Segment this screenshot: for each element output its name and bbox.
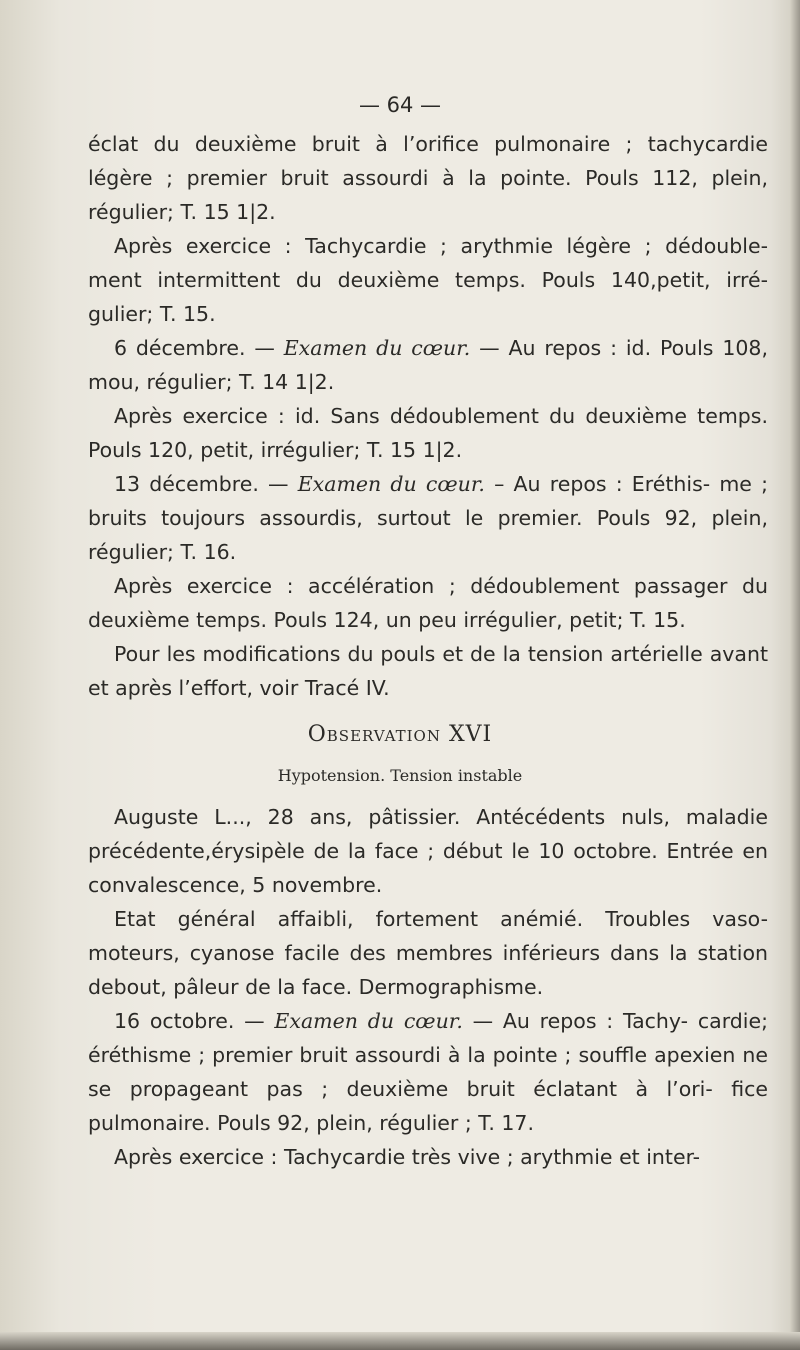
paragraph-general-state: Etat général affaibli, fortement anémié. Troubles vaso- moteurs, cyanose facile des membres inférieurs dans la station debout, pâleur de la face. Dermographisme. (88, 907, 768, 999)
page-number: — 64 — (358, 93, 442, 117)
italic-heading: Examen du cœur. (274, 1009, 463, 1033)
italic-heading: Examen du cœur. (297, 472, 485, 496)
paragraph-continuation: éclat du deuxième bruit à l’orifice pulmonaire ; tachycardie légère ; premier bruit assourdi à la pointe. Pouls 112, plein, régulier; T. 15 1|2. (88, 132, 768, 224)
paragraph-exercise-final: Après exercice : Tachycardie très vive ; arythmie et inter- (114, 1145, 701, 1169)
paragraph-rest: — Au repos : Tachy- cardie; éréthisme ; premier bruit assourdi à la pointe ; souffle apexien ne se propageant pas ; deuxième bruit éclatant à l’ori- fice pulmonaire. Pouls 92, plein, régulier ; T. 17. (88, 1009, 768, 1135)
paragraph-13-december (88, 467, 768, 569)
italic-heading: Examen du cœur. (283, 336, 471, 360)
page-spine-shadow (790, 0, 800, 1350)
paragraph-exercise-3: Après exercice : accélération ; dédoublement passager du deuxième temps. Pouls 124, un peu irrégulier, petit; T. 15. (88, 574, 768, 632)
paragraph-rest: — Au repos : id. Pouls 108, mou, régulier; T. 14 1|2. (88, 336, 768, 394)
paragraph-patient-intro: Auguste L..., 28 ans, pâtissier. Antécédents nuls, maladie précédente,érysipèle de la face ; début le 10 octobre. Entrée en convalescence, 5 novembre. (88, 805, 768, 897)
page-bottom-shadow (0, 1332, 800, 1350)
paragraph-exercise-1: Après exercice : Tachycardie ; arythmie légère ; dédouble- ment intermittent du deuxième temps. Pouls 140,petit, irré- gulier; T. 15. (88, 234, 768, 326)
paragraph-exercise-2: Après exercice : id. Sans dédoublement du deuxième temps. Pouls 120, petit, irrégulier; T. 15 1|2. (88, 404, 768, 462)
observation-number: XVI (448, 722, 493, 747)
paragraph-16-october (88, 1004, 768, 1140)
date-lead: 16 octobre. — (114, 1009, 275, 1033)
date-lead: 6 décembre. — (114, 336, 284, 360)
paragraph-trace-reference: Pour les modifications du pouls et de la tension artérielle avant et après l’effort, voir Tracé IV. (88, 642, 768, 700)
observation-word: Observation (307, 722, 441, 747)
date-lead: 13 décembre. — (114, 472, 298, 496)
paragraph-rest: – Au repos : Eréthis- me ; bruits toujours assourdis, surtout le premier. Pouls 92, plein, régulier; T. 16. (88, 472, 768, 564)
text-block-bottom (88, 800, 768, 1174)
text-block-top (88, 127, 768, 705)
observation-subtitle: Hypotension. Tension instable (277, 766, 523, 785)
observation-heading (0, 722, 800, 747)
paragraph-6-december (88, 331, 768, 399)
